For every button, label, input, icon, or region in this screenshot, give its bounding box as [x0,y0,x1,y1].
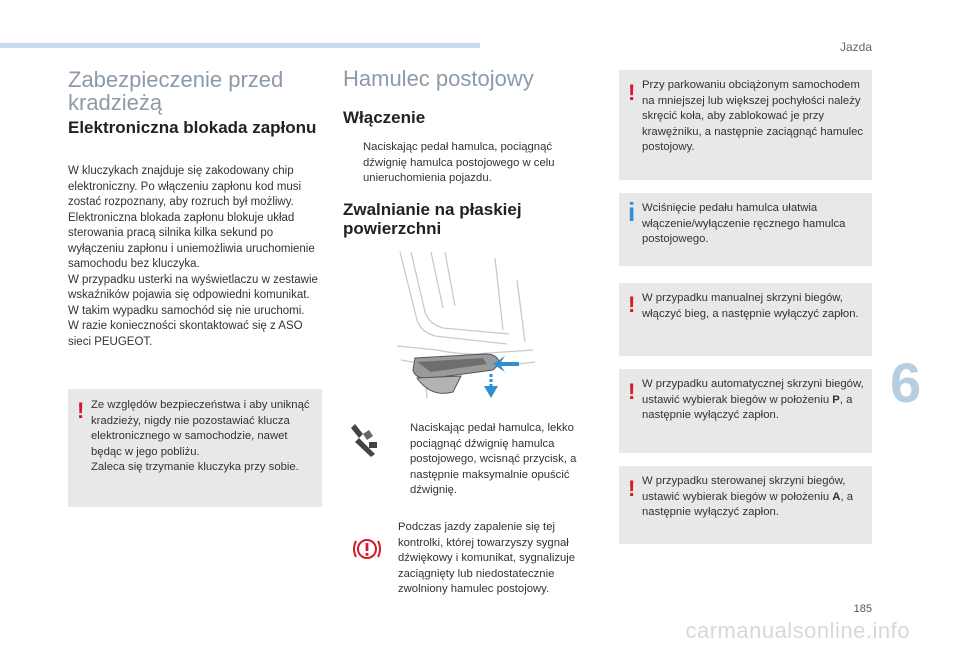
warning-exclamation-icon: ! [628,379,636,404]
warning-text [642,377,866,424]
gear-position-a: A [832,490,841,503]
header-accent-bar [0,43,480,48]
section-title-antitheft: Zabezpieczenie przed kradzieżą [68,67,284,115]
section-title-parking-brake: Hamulec postojowy [343,66,534,91]
warning-exclamation-icon: ! [628,476,636,501]
warning-text [642,474,866,521]
text-segment: , a następnie wyłączyć zapłon. [642,393,853,421]
warning-box-robotised-gearbox [619,466,872,544]
info-icon: i [628,197,636,227]
body-paragraph: W takim wypadku samochód się nie uruchomi. [68,304,305,317]
brake-warning-lamp-icon [352,534,382,564]
warning-exclamation-icon: ! [628,292,636,317]
info-box-pedal [619,193,872,266]
heading-immobiliser: Elektroniczna blokada zapłonu [68,118,317,137]
step-text: Naciskając pedał hamulca, lekko pociągnąć dźwignię hamulca postojowego, wcisnąć przycisk, a następnie maksymalnie opuścić dźwignię. [410,422,577,496]
warning-exclamation-icon: ! [628,80,636,105]
warning-paragraph: Zaleca się trzymanie kluczyka przy sobie. [91,461,299,473]
warning-exclamation-icon: ! [77,398,85,423]
immobiliser-body [68,164,326,350]
gear-position-p: P [832,393,840,406]
warning-text: Przy parkowaniu obciążonym samochodem na mniejszej lub większej pochyłości należy skręcić koła, aby zablokować je przy krawężniku, a następnie zaciągnąć hamulec postojowy. [642,79,864,153]
warning-box-parking-slope [619,70,872,180]
body-paragraph: W razie konieczności skontaktować się z ASO sieci PEUGEOT. [68,320,303,348]
text-segment: W przypadku automatycznej skrzyni biegów, ustawić wybierak biegów w położeniu [642,378,864,406]
warning-box-key [68,389,322,507]
warning-text [91,398,317,476]
heading-engage: Włączenie [343,108,426,127]
warning-box-manual-gearbox [619,283,872,356]
watermark: carmanualsonline.info [685,618,910,643]
body-paragraph: Elektroniczna blokada zapłonu blokuje układ sterowania pracą silnika kilka sekund po wyłączeniu zapłonu i uniemożliwia uruchomienie samochodu bez kluczyka. [68,211,315,270]
warning-lamp-text: Podczas jazdy zapalenie się tej kontrolki, której towarzyszy sygnał dźwiękowy i komunikat, sygnalizuje zaciągnięty lub niedostatecznie zwolniony hamulec postojowy. [398,521,576,595]
body-paragraph: W przypadku usterki na wyświetlaczu w zestawie wskaźników pojawia się odpowiedni komunikat. [68,273,318,301]
chapter-number: 6 [890,351,922,414]
heading-release: Zwalnianie na płaskiej powierzchni [343,200,522,238]
handbrake-lever-icon [349,422,381,458]
text-segment: , a następnie wyłączyć zapłon. [642,490,853,518]
section-label: Jazda [839,40,872,54]
step-text: Naciskając pedał hamulca, pociągnąć dźwignię hamulca postojowego w celu unieruchomienia pojazdu. [363,141,555,184]
warning-text: W przypadku manualnej skrzyni biegów, włączyć bieg, a następnie wyłączyć zapłon. [642,292,859,320]
text-segment: W przypadku sterowanej skrzyni biegów, ustawić wybierak biegów w położeniu [642,475,846,503]
step-release [390,421,600,499]
info-text: Wciśnięcie pedału hamulca ułatwia włączenie/wyłączenie ręcznego hamulca postojowego. [642,202,846,245]
step-engage [343,140,593,187]
warning-box-automatic-gearbox [619,369,872,453]
seat-handbrake-illustration [395,250,545,410]
warning-paragraph: Ze względów bezpieczeństwa i aby uniknąć kradzieży, nigdy nie pozostawiać klucza elektronicznego w samochodzie, nawet będąc w jego pobliżu. [91,399,310,458]
page-number: 185 [853,603,872,615]
body-paragraph: W kluczykach znajduje się zakodowany chip elektroniczny. Po włączeniu zapłonu kod musi zostać rozpoznany, aby rozruch był możliwy. [68,165,302,208]
